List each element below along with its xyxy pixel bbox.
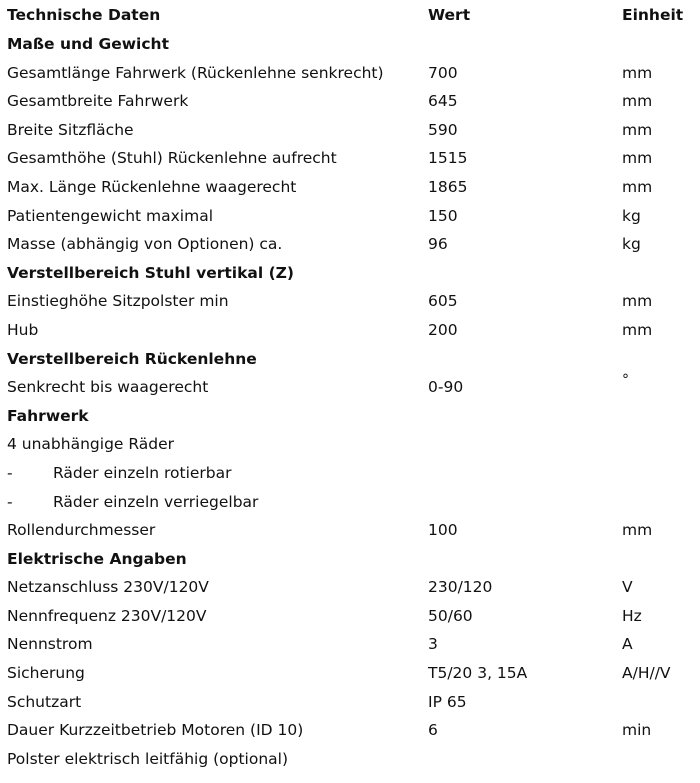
table-row [0,716,700,745]
row-label: Max. Länge Rückenlehne waagerecht [7,177,297,196]
row-unit: min [622,721,652,740]
row-value: T5/20 3, 15A [428,664,528,683]
row-unit: mm [622,320,653,339]
row-unit: mm [622,521,653,540]
row-value: 0-90 [428,378,464,397]
section-title: Fahrwerk [7,406,89,425]
row-unit: mm [622,149,653,168]
row-unit: A/H//V [622,664,671,683]
row-label: Senkrecht bis waagerecht [7,378,209,397]
table-row [0,173,700,202]
row-unit: mm [622,63,653,82]
section-title: Elektrische Angaben [7,549,187,568]
row-unit: ° [622,372,629,389]
row-unit: Hz [622,606,642,625]
table-header-row [0,0,700,30]
row-unit: V [622,578,633,597]
table-row [0,87,700,116]
row-unit: mm [622,292,653,311]
table-row [0,116,700,145]
row-unit: kg [622,235,641,254]
row-value: 700 [428,63,458,82]
row-label: Räder einzeln rotierbar [53,463,232,482]
section-title: Maße und Gewicht [7,35,170,53]
header-col-value: Wert [428,6,471,24]
section-heading [0,259,700,288]
table-row [0,59,700,88]
row-unit: A [622,635,633,654]
row-label: Masse (abhängig von Optionen) ca. [7,235,283,254]
row-label: Breite Sitzfläche [7,120,134,139]
row-label: Dauer Kurzzeitbetrieb Motoren (ID 10) [7,721,304,740]
row-label: 4 unabhängige Räder [7,435,175,454]
row-unit: kg [622,206,641,225]
section-heading [0,345,700,374]
table-row [0,602,700,631]
header-col-unit: Einheit [622,6,684,24]
table-row [0,287,700,316]
row-label: Gesamtbreite Fahrwerk [7,92,189,111]
section-title: Verstellbereich Rückenlehne [7,349,257,368]
row-label: Hub [7,320,39,339]
row-value: IP 65 [428,692,467,711]
header-col-label: Technische Daten [7,6,161,24]
row-unit: mm [622,120,653,139]
table-row [0,630,700,659]
row-value: 1865 [428,177,468,196]
table-row [0,573,700,602]
row-value: 1515 [428,149,468,168]
table-row [0,745,700,774]
row-value: 645 [428,92,458,111]
table-row [0,659,700,688]
table-row [0,488,700,517]
row-label: Nennfrequenz 230V/120V [7,606,207,625]
row-label: Schutzart [7,692,82,711]
table-row [0,516,700,545]
row-value: 200 [428,320,458,339]
section-heading [0,402,700,431]
row-value: 230/120 [428,578,493,597]
section-heading [0,545,700,574]
row-value: 100 [428,521,458,540]
row-label: Einstieghöhe Sitzpolster min [7,292,229,311]
table-row [0,144,700,173]
row-label: Polster elektrisch leitfähig (optional) [7,749,289,768]
table-row [0,202,700,231]
row-label: Nennstrom [7,635,93,654]
row-label: Sicherung [7,664,85,683]
row-label: Patientengewicht maximal [7,206,214,225]
row-label: Gesamtlänge Fahrwerk (Rückenlehne senkrecht) [7,63,384,82]
table-row [0,688,700,717]
row-value: 3 [428,635,438,654]
table-row [0,430,700,459]
section-title: Verstellbereich Stuhl vertikal (Z) [7,263,294,282]
table-row [0,373,700,402]
row-value: 590 [428,120,458,139]
row-value: 96 [428,235,448,254]
section-heading [0,30,700,59]
row-unit: mm [622,92,653,111]
table-row [0,459,700,488]
list-dash: - [7,492,13,511]
row-label: Räder einzeln verriegelbar [53,492,259,511]
row-value: 605 [428,292,458,311]
row-label: Rollendurchmesser [7,521,156,540]
row-value: 50/60 [428,606,473,625]
row-label: Gesamthöhe (Stuhl) Rückenlehne aufrecht [7,149,337,168]
row-unit: mm [622,177,653,196]
row-value: 6 [428,721,438,740]
list-dash: - [7,463,13,482]
table-row [0,316,700,345]
table-row [0,230,700,259]
row-label: Netzanschluss 230V/120V [7,578,209,597]
row-value: 150 [428,206,458,225]
